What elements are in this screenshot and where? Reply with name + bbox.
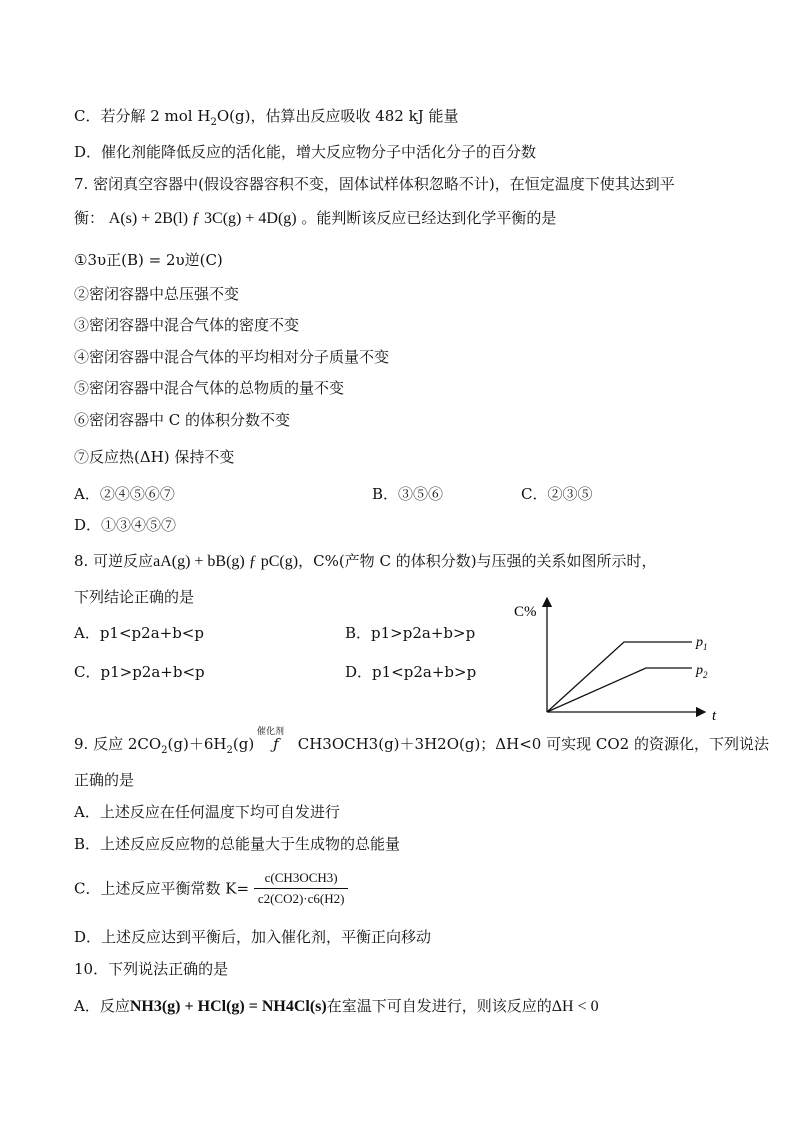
q8-option-a: A．p1<p2a+b<p xyxy=(74,624,204,642)
q8-stem-line1 xyxy=(74,551,657,572)
q8-option-b: B．p1>p2a+b>p xyxy=(345,624,476,642)
q8-stem-post: ，C%(产物 C 的体积分数)与压强的关系如图所示时， xyxy=(298,552,657,570)
p1-label: $p_1$ xyxy=(696,635,708,652)
q6-option-c-pre: C．若分解 2 mol H xyxy=(74,107,211,125)
q8-figure xyxy=(500,592,730,732)
y-axis-label: C% xyxy=(514,604,537,620)
q6-option-c-post: O(g)，估算出反应吸收 482 kJ 能量 xyxy=(216,107,459,125)
q6-option-d: D．催化剂能降低反应的活化能，增大反应物分子中活化分子的百分数 xyxy=(74,143,537,161)
q7-stem-line2 xyxy=(74,208,556,229)
q7-item-7: ⑦反应热(ΔH) 保持不变 xyxy=(74,448,235,466)
q8-option-c: C．p1>p2a+b<p xyxy=(74,663,205,681)
q10-delta-h: ΔH < 0 xyxy=(551,998,599,1015)
q9-stem-rest: CH3OCH3(g)＋3H2O(g)；ΔH<0 可实现 CO2 的资源化，下列说法 xyxy=(297,735,769,753)
q7-equation: A(s) + 2B(l) ƒ 3C(g) + 4D(g) xyxy=(108,210,297,227)
x-axis-label: t xyxy=(712,708,717,724)
q9-option-a: A．上述反应在任何温度下均可自发进行 xyxy=(74,803,340,821)
q8-equation: aA(g) + bB(g) ƒ pC(g) xyxy=(153,553,299,570)
q7-item-5: ⑤密闭容器中混合气体的总物质的量不变 xyxy=(74,379,345,397)
q7-item-2: ②密闭容器中总压强不变 xyxy=(74,285,240,303)
q8-option-d: D．p1<p2a+b>p xyxy=(345,663,477,681)
q10-option-a-pre: A．反应 xyxy=(74,997,130,1015)
q8-stem-pre: 8. 可逆反应 xyxy=(74,552,154,570)
q10-equation: NH3(g) + HCl(g) = NH4Cl(s) xyxy=(129,998,327,1015)
q7-option-c: C．②③⑤ xyxy=(521,485,593,503)
equilibrium-constant-fraction xyxy=(254,868,349,909)
q7-stem-line1: 7. 密闭真空容器中(假设容器容积不变，固体试样体积忽略不计)，在恒定温度下使其达到平 xyxy=(74,175,675,193)
q7-option-a: A．②④⑤⑥⑦ xyxy=(74,485,175,503)
q10-option-a xyxy=(74,996,599,1017)
q10-option-a-mid: 在室温下可自发进行，则该反应的 xyxy=(326,997,552,1015)
q7-option-b: B．③⑤⑥ xyxy=(372,485,444,503)
q7-item-1: ①3υ正(B) = 2υ逆(C) xyxy=(74,251,223,269)
q7-item-4: ④密闭容器中混合气体的平均相对分子质量不变 xyxy=(74,348,390,366)
q9-stem-pre: 9. 反应 2CO xyxy=(74,735,162,753)
q9-option-d: D．上述反应达到平衡后，加入催化剂，平衡正向移动 xyxy=(74,928,432,946)
q6-option-c: C．若分解 2 mol $H_2O(g)$，估算出反应吸收 482 kJ 能量 xyxy=(74,107,459,128)
q7-stem-pre: 衡： xyxy=(74,209,105,227)
q7-item-3: ③密闭容器中混合气体的密度不变 xyxy=(74,316,300,334)
q9-option-c xyxy=(74,868,348,909)
q9-stem-line2: 正确的是 xyxy=(74,771,135,789)
q8-stem-line2: 下列结论正确的是 xyxy=(74,588,195,606)
p2-curve xyxy=(547,668,692,712)
q9-option-c-pre: C．上述反应平衡常数 K= xyxy=(74,879,250,898)
fraction-denominator: c2(CO2)·c6(H2) xyxy=(257,891,345,906)
fraction-numerator: c(CH3OCH3) xyxy=(254,868,349,889)
p2-label: $p_2$ xyxy=(696,663,708,680)
p1-curve xyxy=(547,642,692,712)
q10-stem: 10．下列说法正确的是 xyxy=(74,960,229,978)
q9-stem-line1: 9. 反应 $2CO_2(g)+6H_2(g)$ 催化剂 ƒ CH3OCH3(g)＋3H2O(g)；ΔH<0 可实现 CO2 的资源化，下列说法 xyxy=(74,734,769,761)
q7-item-6: ⑥密闭容器中 C 的体积分数不变 xyxy=(74,411,291,429)
q7-option-d: D．①③④⑤⑦ xyxy=(74,516,177,534)
q7-stem-post: 。能判断该反应已经达到化学平衡的是 xyxy=(301,209,557,227)
q9-catalyst-label: 催化剂 xyxy=(256,727,284,737)
q9-option-b: B．上述反应反应物的总能量大于生成物的总能量 xyxy=(74,835,401,853)
